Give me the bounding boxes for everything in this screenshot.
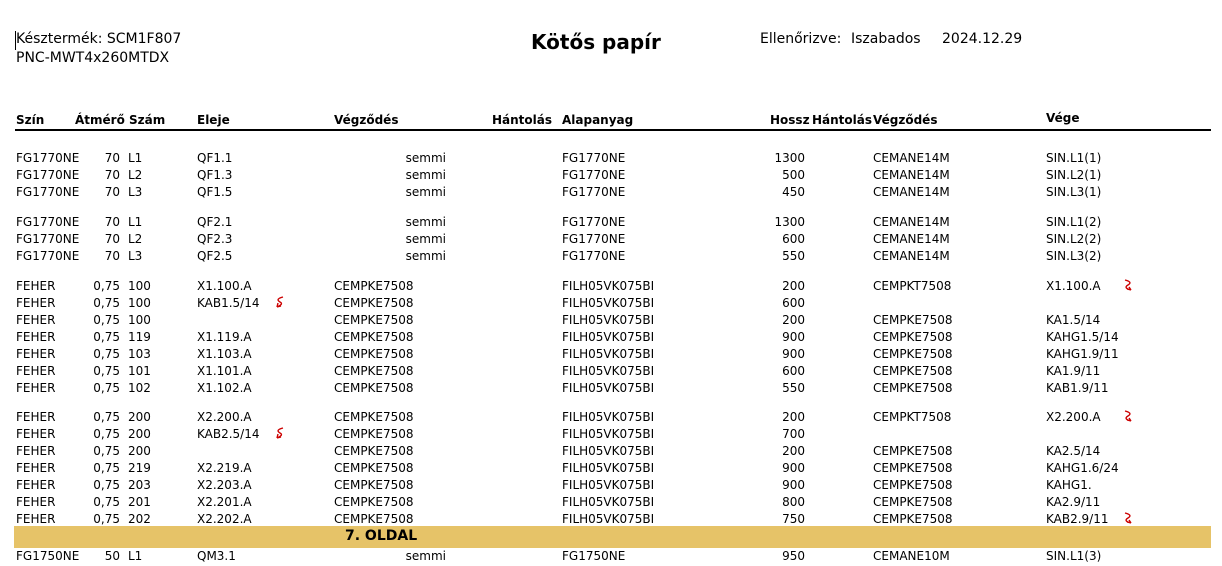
cell-atmero: 70 [104,215,120,229]
cell-szin: FEHER [16,444,56,458]
cell-vegzodes1: semmi [405,215,446,229]
cell-eleje: KAB1.5/14 [197,296,260,310]
cell-szam: 219 [128,461,151,475]
cell-atmero: 70 [104,168,120,182]
check-date: 2024.12.29 [942,31,1023,47]
cell-hossz: 600 [782,296,805,310]
cell-vegzodes2: CEMPKE7508 [873,330,953,344]
cell-hossz: 550 [782,249,805,263]
cell-atmero: 0,75 [93,427,120,441]
cell-vegzodes1: CEMPKE7508 [334,495,414,509]
cell-eleje: QF2.1 [197,215,233,229]
cell-vegzodes1: CEMPKE7508 [334,279,414,293]
cell-atmero: 0,75 [93,347,120,361]
cell-atmero: 70 [104,185,120,199]
cell-vegzodes2: CEMPKE7508 [873,313,953,327]
cell-hossz: 600 [782,364,805,378]
cell-szam: 119 [128,330,151,344]
cell-atmero: 70 [104,249,120,263]
cell-eleje: X2.203.A [197,478,252,492]
cell-atmero: 50 [104,549,120,563]
cell-vegzodes2: CEMPKE7508 [873,347,953,361]
cell-vegzodes2: CEMANE14M [873,151,950,165]
cell-alapanyag: FG1750NE [562,549,626,563]
cell-szin: FG1770NE [16,215,80,229]
cell-atmero: 0,75 [93,478,120,492]
cell-szin: FG1770NE [16,168,80,182]
cell-alapanyag: FILH05VK075BI [562,313,655,327]
cell-vegzodes1: semmi [405,549,446,563]
branch-arrow-icon [273,426,287,440]
cell-hossz: 200 [782,444,805,458]
cell-vegzodes1: semmi [405,185,446,199]
cell-hossz: 1300 [774,151,805,165]
cell-szam: 100 [128,279,151,293]
product-pnc: PNC-MWT4x260MTDX [16,50,170,66]
cell-szin: FEHER [16,495,56,509]
cell-szam: 202 [128,512,151,526]
cell-vegzodes1: CEMPKE7508 [334,330,414,344]
cell-hossz: 900 [782,330,805,344]
cell-vege: KAHG1.6/24 [1046,461,1119,475]
cell-hossz: 1300 [774,215,805,229]
cell-szin: FEHER [16,313,56,327]
cell-szam: L2 [128,232,143,246]
cell-eleje: QF1.3 [197,168,233,182]
cell-szin: FEHER [16,512,56,526]
cell-alapanyag: FILH05VK075BI [562,478,655,492]
cell-alapanyag: FG1770NE [562,168,626,182]
cell-vegzodes1: CEMPKE7508 [334,296,414,310]
cell-vegzodes1: CEMPKE7508 [334,364,414,378]
cell-vege: KA2.5/14 [1046,444,1101,458]
return-arrow-icon [1122,511,1136,525]
return-arrow-icon [1122,278,1136,292]
cell-eleje: X2.202.A [197,512,252,526]
cell-vegzodes2: CEMPKE7508 [873,381,953,395]
cell-vege: KAHG1. [1046,478,1092,492]
cell-alapanyag: FILH05VK075BI [562,347,655,361]
col-header-vege: Vége [1046,111,1080,125]
cell-atmero: 0,75 [93,330,120,344]
cell-szam: 200 [128,427,151,441]
cell-vege: SIN.L1(2) [1046,215,1102,229]
cell-alapanyag: FILH05VK075BI [562,495,655,509]
cell-hossz: 200 [782,410,805,424]
cell-vege: SIN.L2(1) [1046,168,1102,182]
cell-atmero: 0,75 [93,296,120,310]
cell-vegzodes1: semmi [405,249,446,263]
cell-alapanyag: FG1770NE [562,151,626,165]
cell-szin: FEHER [16,410,56,424]
cell-szin: FG1770NE [16,185,80,199]
cell-szam: L3 [128,185,143,199]
cell-szam: 100 [128,313,151,327]
cell-vegzodes1: CEMPKE7508 [334,444,414,458]
cell-vege: X2.200.A [1046,410,1101,424]
cell-eleje: QF1.1 [197,151,233,165]
cell-atmero: 0,75 [93,279,120,293]
cell-szam: 200 [128,444,151,458]
cell-eleje: QF2.3 [197,232,233,246]
cell-hossz: 600 [782,232,805,246]
cell-eleje: X2.201.A [197,495,252,509]
cell-szin: FEHER [16,330,56,344]
cell-szin: FG1770NE [16,151,80,165]
cell-vege: KAHG1.9/11 [1046,347,1119,361]
cell-szam: 203 [128,478,151,492]
cell-vegzodes2: CEMPKT7508 [873,279,952,293]
cell-alapanyag: FG1770NE [562,249,626,263]
cell-alapanyag: FILH05VK075BI [562,410,655,424]
checked-label: Ellenőrizve: [760,31,842,47]
header-rule [15,129,1211,131]
cell-vegzodes2: CEMPKE7508 [873,512,953,526]
cell-szin: FEHER [16,347,56,361]
cell-atmero: 0,75 [93,461,120,475]
cell-szam: L2 [128,168,143,182]
cell-alapanyag: FILH05VK075BI [562,444,655,458]
cell-vegzodes2: CEMANE14M [873,249,950,263]
cell-szin: FEHER [16,427,56,441]
cell-szam: 101 [128,364,151,378]
cell-hossz: 800 [782,495,805,509]
cell-vege: SIN.L2(2) [1046,232,1102,246]
cell-alapanyag: FILH05VK075BI [562,279,655,293]
cell-vege: KA2.9/11 [1046,495,1101,509]
col-header-hantolas-start: Hántolás [492,113,553,127]
cell-hossz: 200 [782,313,805,327]
cell-eleje: X1.100.A [197,279,252,293]
branch-arrow-icon [273,295,287,309]
cell-eleje: QF1.5 [197,185,233,199]
cell-vege: KAB1.9/11 [1046,381,1109,395]
cell-atmero: 0,75 [93,444,120,458]
cell-szam: L1 [128,215,143,229]
cell-szin: FEHER [16,381,56,395]
col-header-atmero: Átmérő [75,113,125,127]
cell-vegzodes1: semmi [405,232,446,246]
col-header-hantolas-end: Hántolás [812,113,873,127]
cell-atmero: 0,75 [93,381,120,395]
page-title: Kötős papír [531,30,661,54]
cell-atmero: 70 [104,151,120,165]
col-header-vegzodes-end: Végződés [873,113,938,127]
cell-atmero: 0,75 [93,512,120,526]
cell-szin: FEHER [16,478,56,492]
cell-szin: FEHER [16,364,56,378]
cell-szam: L1 [128,549,143,563]
return-arrow-icon [1122,409,1136,423]
page-separator-label: 7. OLDAL [345,528,418,544]
cell-vegzodes2: CEMPKE7508 [873,461,953,475]
cell-vegzodes1: CEMPKE7508 [334,461,414,475]
cell-eleje: KAB2.5/14 [197,427,260,441]
cell-vegzodes2: CEMANE14M [873,232,950,246]
cell-alapanyag: FILH05VK075BI [562,512,655,526]
cell-szam: 102 [128,381,151,395]
col-header-vegzodes-start: Végződés [334,113,399,127]
cell-eleje: X1.102.A [197,381,252,395]
cell-szam: L3 [128,249,143,263]
cell-szam: 201 [128,495,151,509]
cell-alapanyag: FILH05VK075BI [562,381,655,395]
cell-eleje: X2.200.A [197,410,252,424]
col-header-szin: Szín [16,113,45,127]
cell-vegzodes2: CEMANE14M [873,185,950,199]
cell-vegzodes1: CEMPKE7508 [334,512,414,526]
cell-atmero: 0,75 [93,313,120,327]
cell-eleje: X1.119.A [197,330,252,344]
col-header-hossz: Hossz [770,113,810,127]
cell-alapanyag: FILH05VK075BI [562,296,655,310]
cell-vege: X1.100.A [1046,279,1101,293]
cell-vege: KAB2.9/11 [1046,512,1109,526]
cell-vegzodes1: semmi [405,168,446,182]
cell-eleje: X1.103.A [197,347,252,361]
cell-alapanyag: FILH05VK075BI [562,364,655,378]
cell-atmero: 70 [104,232,120,246]
cell-hossz: 900 [782,461,805,475]
cell-hossz: 750 [782,512,805,526]
cell-hossz: 200 [782,279,805,293]
cell-hossz: 450 [782,185,805,199]
cell-vege: KAHG1.5/14 [1046,330,1119,344]
cell-vege: SIN.L3(2) [1046,249,1102,263]
cell-vegzodes1: CEMPKE7508 [334,313,414,327]
cell-hossz: 950 [782,549,805,563]
cell-szam: 200 [128,410,151,424]
cell-alapanyag: FG1770NE [562,232,626,246]
cell-szin: FEHER [16,296,56,310]
col-header-szam: Szám [129,113,166,127]
cell-alapanyag: FG1770NE [562,215,626,229]
cell-vege: KA1.9/11 [1046,364,1101,378]
cell-vegzodes2: CEMPKE7508 [873,364,953,378]
cell-vegzodes2: CEMPKE7508 [873,478,953,492]
cell-vege: SIN.L1(1) [1046,151,1102,165]
product-code: Késztermék: SCM1F807 [16,31,182,47]
cell-alapanyag: FILH05VK075BI [562,427,655,441]
cell-vege: SIN.L3(1) [1046,185,1102,199]
cell-hossz: 900 [782,347,805,361]
cell-vegzodes1: CEMPKE7508 [334,427,414,441]
cell-szin: FG1770NE [16,249,80,263]
cell-hossz: 700 [782,427,805,441]
cell-szin: FG1770NE [16,232,80,246]
cell-szam: 103 [128,347,151,361]
cell-vegzodes1: CEMPKE7508 [334,478,414,492]
cell-szin: FG1750NE [16,549,80,563]
cell-hossz: 500 [782,168,805,182]
cell-vegzodes1: semmi [405,151,446,165]
cell-vegzodes2: CEMANE10M [873,549,950,563]
cell-vege: SIN.L1(3) [1046,549,1102,563]
cell-atmero: 0,75 [93,364,120,378]
col-header-eleje: Eleje [197,113,230,127]
cell-szam: L1 [128,151,143,165]
cell-eleje: X1.101.A [197,364,252,378]
cell-alapanyag: FILH05VK075BI [562,330,655,344]
cell-atmero: 0,75 [93,495,120,509]
cell-vegzodes1: CEMPKE7508 [334,347,414,361]
cell-eleje: X2.219.A [197,461,252,475]
cell-alapanyag: FG1770NE [562,185,626,199]
cell-vegzodes1: CEMPKE7508 [334,381,414,395]
checked-by: Iszabados [851,31,921,47]
cell-szin: FEHER [16,461,56,475]
page-separator-band [14,526,1211,548]
cell-vegzodes2: CEMANE14M [873,168,950,182]
cell-vege: KA1.5/14 [1046,313,1101,327]
col-header-alapanyag: Alapanyag [562,113,634,127]
cell-vegzodes1: CEMPKE7508 [334,410,414,424]
cell-hossz: 550 [782,381,805,395]
cell-hossz: 900 [782,478,805,492]
cell-szam: 100 [128,296,151,310]
cell-eleje: QF2.5 [197,249,233,263]
cell-vegzodes2: CEMPKT7508 [873,410,952,424]
cell-atmero: 0,75 [93,410,120,424]
cell-szin: FEHER [16,279,56,293]
cell-alapanyag: FILH05VK075BI [562,461,655,475]
cell-eleje: QM3.1 [197,549,236,563]
cell-vegzodes2: CEMANE14M [873,215,950,229]
cell-vegzodes2: CEMPKE7508 [873,444,953,458]
cell-vegzodes2: CEMPKE7508 [873,495,953,509]
